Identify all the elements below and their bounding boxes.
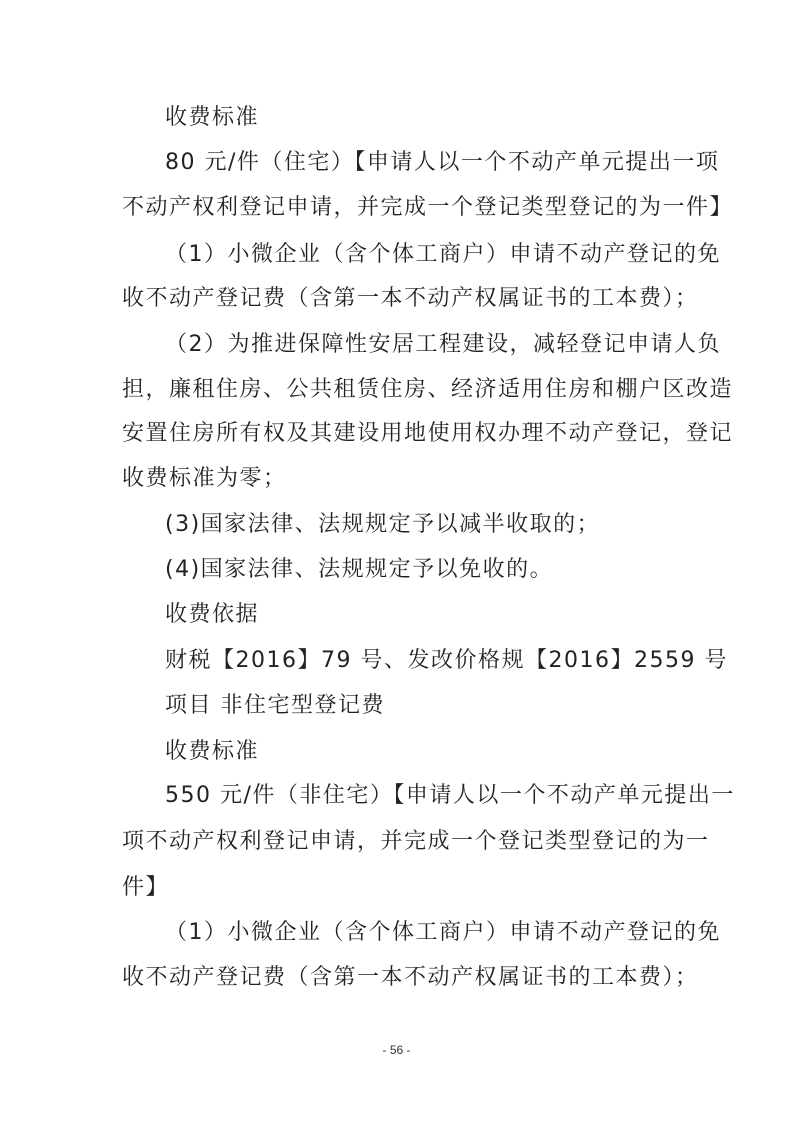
paragraph-line: (3)国家法律、法规规定予以减半收取的； [165, 512, 601, 537]
paragraph-line: 件】 [122, 875, 170, 900]
page-number: - 56 - [382, 1043, 411, 1057]
paragraph-line: (4)国家法律、法规规定予以免收的。 [165, 557, 554, 582]
paragraph-line: 安置住房所有权及其建设用地使用权办理不动产登记，登记 [122, 421, 734, 446]
paragraph-line: （1）小微企业（含个体工商户）申请不动产登记的免 [165, 242, 721, 267]
paragraph-line: （1）小微企业（含个体工商户）申请不动产登记的免 [165, 920, 721, 945]
heading-fee-standard: 收费标准 [165, 739, 260, 764]
paragraph-line: 财税【2016】79 号、发改价格规【2016】2559 号 [165, 648, 728, 673]
paragraph-line: 担，廉租住房、公共租赁住房、经济适用住房和棚户区改造 [122, 377, 734, 402]
paragraph-line: 不动产权利登记申请，并完成一个登记类型登记的为一件】 [122, 195, 734, 220]
heading-item: 项目 非住宅型登记费 [165, 693, 385, 718]
paragraph-line: 收不动产登记费（含第一本不动产权属证书的工本费）； [122, 286, 699, 311]
paragraph-line: 项不动产权利登记申请，并完成一个登记类型登记的为一 [122, 829, 710, 854]
heading-fee-basis: 收费依据 [165, 602, 260, 627]
paragraph-line: 550 元/件（非住宅）【申请人以一个不动产单元提出一 [165, 783, 735, 808]
heading-fee-standard: 收费标准 [165, 105, 260, 130]
paragraph-line: （2）为推进保障性安居工程建设，减轻登记申请人负 [165, 332, 721, 357]
paragraph-line: 80 元/件（住宅）【申请人以一个不动产单元提出一项 [165, 150, 720, 175]
paragraph-line: 收费标准为零； [122, 466, 287, 491]
paragraph-line: 收不动产登记费（含第一本不动产权属证书的工本费）； [122, 965, 699, 990]
